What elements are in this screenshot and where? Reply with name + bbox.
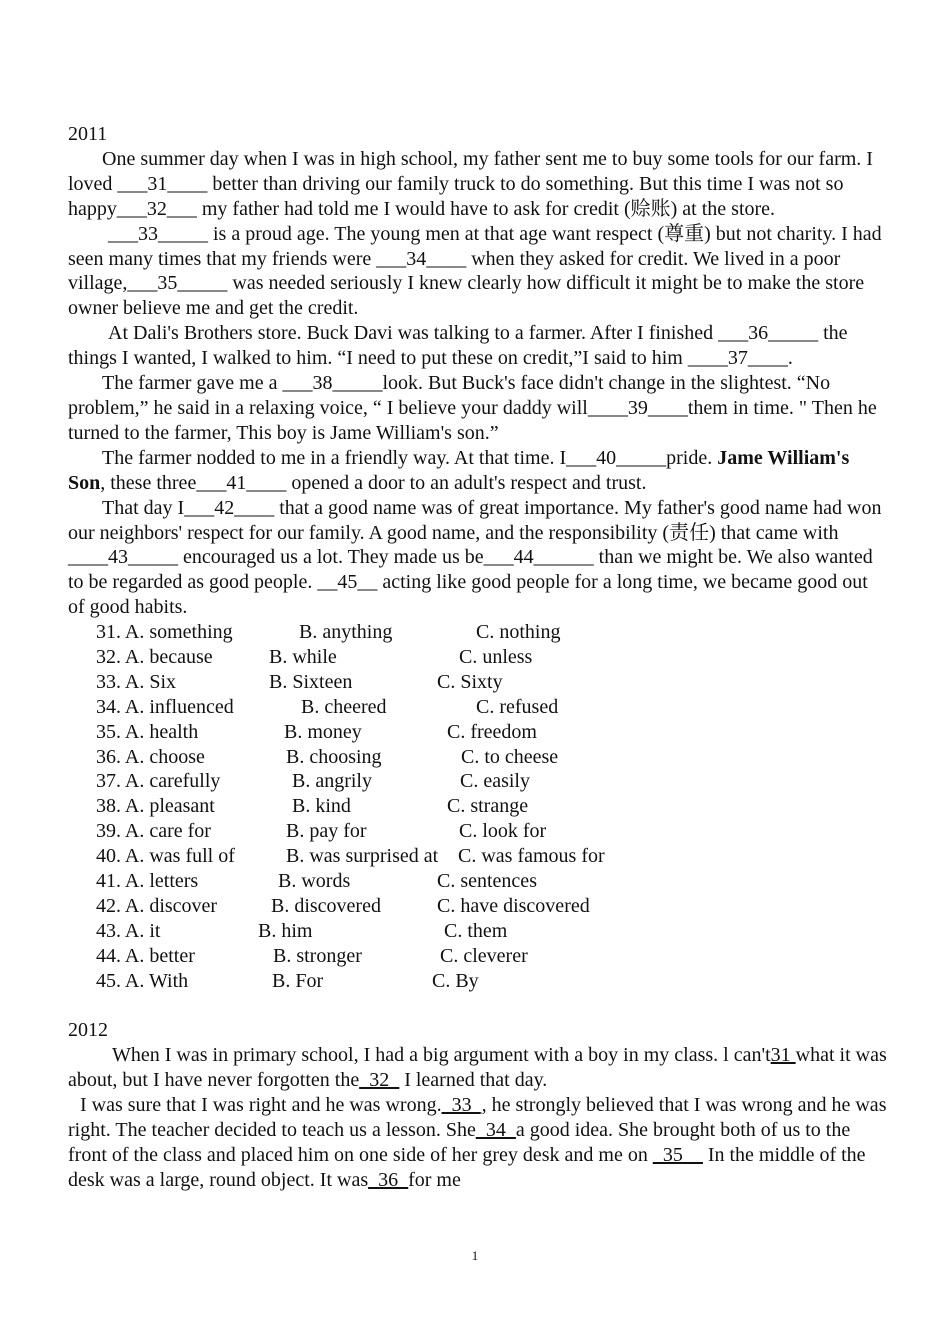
option-c: C. cleverer <box>440 944 528 967</box>
option-row <box>96 919 888 944</box>
option-b: B. discovered <box>271 894 381 917</box>
option-a: 36. A. choose <box>96 745 205 768</box>
blank-34: _34_ <box>475 1119 516 1141</box>
section-spacer <box>68 993 888 1018</box>
option-b: B. choosing <box>286 745 382 768</box>
year-heading-2011: 2011 <box>68 123 108 145</box>
option-c: C. easily <box>460 770 530 793</box>
option-row <box>96 819 888 844</box>
bold-phrase: Jame William's Son <box>68 446 850 494</box>
option-a: 38. A. pleasant <box>96 795 215 818</box>
option-row <box>96 745 888 770</box>
blank-36: _36_ <box>368 1168 409 1191</box>
option-row <box>96 894 888 919</box>
text-segment: When I was in primary school, I had a big argument with a boy in my class. l can't <box>112 1044 771 1067</box>
option-a: 34. A. influenced <box>96 695 234 718</box>
option-b: B. anything <box>299 621 393 644</box>
option-a: 32. A. because <box>96 646 213 669</box>
option-b: B. For <box>272 969 324 992</box>
document-page <box>68 122 888 1193</box>
option-a: 45. A. With <box>96 969 189 992</box>
option-c: C. sentences <box>437 870 537 893</box>
blank-35: _35__ <box>652 1143 703 1166</box>
option-a: 43. A. it <box>96 919 161 942</box>
options-list-2011 <box>68 620 888 993</box>
option-c: C. refused <box>476 695 559 718</box>
option-row <box>96 844 888 869</box>
option-row <box>96 645 888 670</box>
option-row <box>96 769 888 794</box>
option-c: C. freedom <box>447 720 537 743</box>
passage-2011-paragraph-1: One summer day when I was in high school, my father sent me to buy some tools for our farm. I loved ___31____ better than driving our family truck to do something. But this time I was not so happy___32___ my father had told me I would have to ask for credit (赊账) at the store. <box>68 147 873 220</box>
text-segment: he strongly believed that I was wrong and he was right. The teacher decided to teach us a lesson. She <box>68 1094 887 1141</box>
option-a: 41. A. letters <box>96 870 199 893</box>
option-row <box>96 969 888 994</box>
option-b: B. Sixteen <box>269 670 353 693</box>
option-b: B. stronger <box>273 944 362 967</box>
option-row <box>96 869 888 894</box>
option-b: B. money <box>284 720 362 743</box>
passage-2011-paragraph-2: ___33_____ is a proud age. The young men at that age want respect (尊重) but not charity. I had seen many times that my friends were ___34____ when they asked for credit. We lived in a poor village,___35_____ was needed seriously I knew clearly how difficult it might be to make the store owner believe me and get the credit. <box>68 222 882 320</box>
option-c: C. look for <box>459 820 547 843</box>
text-segment: what it was about, but I have never forgotten the <box>68 1044 887 1092</box>
passage-2012-paragraph-1 <box>68 1043 888 1093</box>
text-segment: a good idea. She brought both of us to the front of the class and placed him on one side of her grey desk and me on <box>68 1119 851 1166</box>
option-c: C. strange <box>447 795 529 818</box>
option-c: C. unless <box>459 646 533 669</box>
option-c: C. Sixty <box>437 670 503 693</box>
option-row <box>96 794 888 819</box>
option-c: C. was famous for <box>458 845 605 868</box>
option-row <box>96 670 888 695</box>
option-b: B. words <box>278 870 351 893</box>
passage-2011-paragraph-5 <box>68 446 888 496</box>
option-a: 37. A. carefully <box>96 770 221 793</box>
option-c: C. By <box>432 969 479 992</box>
passage-2011-paragraph-6: That day I___42____ that a good name was of great importance. My father's good name had won our neighbors' respect for our family. A good name, and the responsibility (责任) that came with ____43_____ encouraged us a lot. They made us be___44______ than we might be. We also wanted to be regarded as good people. __45__ acting like good people for a long time, we became good out of good habits. <box>68 496 882 619</box>
passage-2012-paragraph-2 <box>68 1093 888 1193</box>
paragraph-5-text-c: , these three___41____ opened a door to an adult's respect and trust. <box>100 471 647 494</box>
option-row <box>96 720 888 745</box>
option-c: C. have discovered <box>437 894 590 917</box>
option-a: 35. A. health <box>96 720 199 743</box>
option-b: B. cheered <box>301 695 387 718</box>
passage-2011-paragraph-3: At Dali's Brothers store. Buck Davi was talking to a farmer. After I finished ___36_____ the things I wanted, I walked to him. “I need to put these on credit,”I said to him ____37____. <box>68 322 848 370</box>
option-a: 39. A. care for <box>96 820 211 843</box>
option-a: 42. A. discover <box>96 894 218 917</box>
blank-31: 31 <box>770 1044 796 1067</box>
text-segment: I learned that day. <box>399 1069 548 1092</box>
year-heading-2012: 2012 <box>68 1019 108 1042</box>
text-segment: I was sure that I was right and he was wrong. <box>80 1094 442 1117</box>
passage-2011-paragraph-4: The farmer gave me a ___38_____look. But Buck's face didn't change in the slightest. “No problem,” he said in a relaxing voice, “ I believe your daddy will____39____them in time. " Then he turned to the farmer, This boy is Jame William's son.” <box>68 372 877 444</box>
option-b: B. angrily <box>292 770 372 793</box>
option-c: C. them <box>444 919 508 942</box>
option-a: 44. A. better <box>96 944 195 967</box>
paragraph-5-text-a: The farmer nodded to me in a friendly way. At that time. I___40_____pride. <box>102 446 718 469</box>
option-c: C. nothing <box>476 621 561 644</box>
option-a: 31. A. something <box>96 621 233 644</box>
option-b: B. him <box>258 919 313 942</box>
option-b: B. was surprised at <box>286 845 439 868</box>
blank-33: _33_, <box>441 1094 487 1117</box>
option-b: B. while <box>269 646 337 669</box>
blank-32: _32_ <box>359 1069 400 1092</box>
option-c: C. to cheese <box>461 745 559 768</box>
option-a: 33. A. Six <box>96 670 177 693</box>
option-b: B. pay for <box>286 820 367 843</box>
option-row <box>96 695 888 720</box>
option-a: 40. A. was full of <box>96 845 235 868</box>
page-number: 1 <box>471 1248 479 1263</box>
text-segment: for me <box>408 1168 461 1191</box>
option-b: B. kind <box>292 795 351 818</box>
option-row <box>96 944 888 969</box>
text-segment: In the middle of the desk was a large, round object. It was <box>68 1143 866 1191</box>
option-row <box>96 620 888 645</box>
